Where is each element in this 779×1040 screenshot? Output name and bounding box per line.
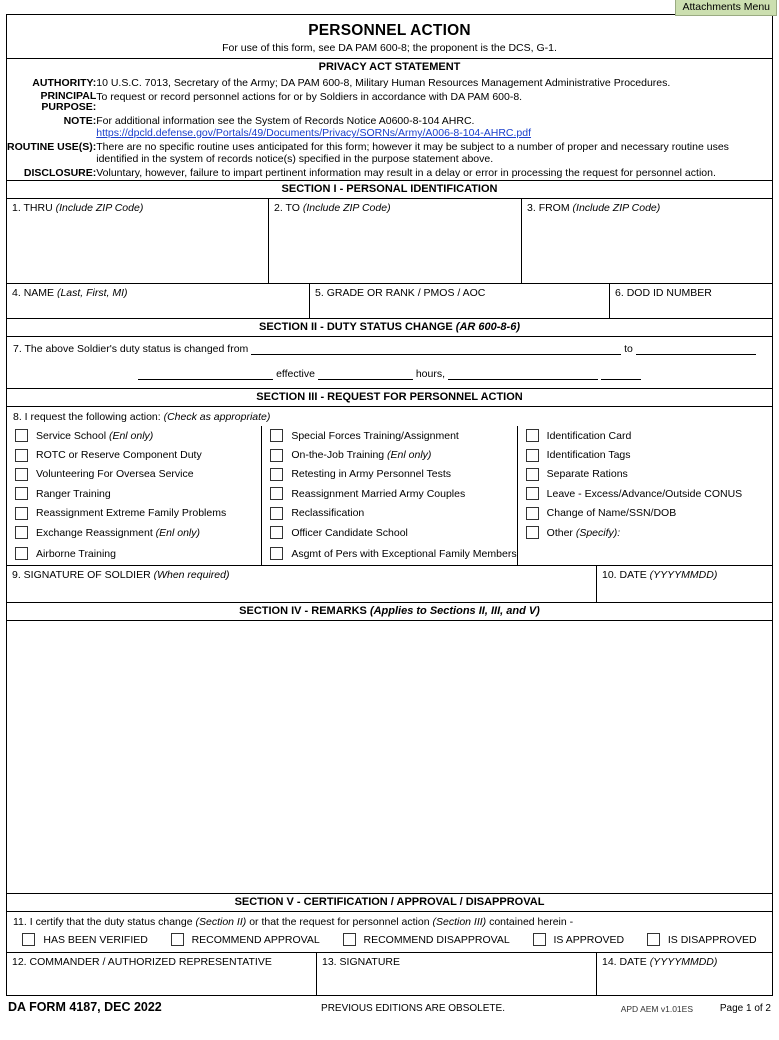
privacy-row-disclosure xyxy=(7,166,772,180)
checkbox-row-has-been-verified[interactable] xyxy=(22,933,147,946)
other-specify-field[interactable] xyxy=(518,542,772,565)
field-approver-date[interactable] xyxy=(597,953,772,995)
section-3-instruction-hint: (Check as appropriate) xyxy=(163,411,271,423)
field-dod-num: 6. xyxy=(615,287,624,299)
duty-status-hours-label: hours, xyxy=(415,368,446,380)
soldier-date-hint: (YYYYMMDD) xyxy=(649,569,718,582)
exchange-label: Exchange Reassignment xyxy=(36,526,156,539)
field-name-label: NAME xyxy=(23,287,55,299)
section-1-bar: SECTION I - PERSONAL IDENTIFICATION xyxy=(7,180,772,199)
field-to-hint: (Include ZIP Code) xyxy=(302,202,391,214)
privacy-text-authority: 10 U.S.C. 7013, Secretary of the Army; DA PAM 600-8, Military Human Resources Management Administrative Procedures. xyxy=(96,77,671,89)
checkbox-row-extreme-family[interactable] xyxy=(7,504,261,523)
attachments-toolbar xyxy=(0,0,779,14)
exchange-checkbox[interactable] xyxy=(15,526,28,539)
soldier-date-label: 10. DATE xyxy=(602,569,650,582)
soldier-signature-label: 9. SIGNATURE OF SOLDIER xyxy=(12,569,154,582)
is-disapproved-label: IS DISAPPROVED xyxy=(667,933,757,946)
exchange-hint: (Enl only) xyxy=(155,526,201,539)
checkbox-row-is-disapproved[interactable] xyxy=(647,933,757,946)
duty-status-to-input[interactable] xyxy=(636,344,756,355)
is-disapproved-checkbox[interactable] xyxy=(647,933,660,946)
airborne-label: Airborne Training xyxy=(36,547,116,560)
da-form-4187 xyxy=(6,14,773,996)
extreme-family-checkbox[interactable] xyxy=(15,507,28,520)
privacy-label-authority: AUTHORITY: xyxy=(32,77,97,89)
remarks-textarea[interactable] xyxy=(7,621,772,893)
field-approver-signature[interactable] xyxy=(317,953,597,995)
checkbox-row-leave[interactable] xyxy=(518,484,772,503)
other-label: Other xyxy=(546,526,576,539)
sorn-link[interactable]: https://dpcld.defense.gov/Portals/49/Documents/Privacy/SORNs/Army/A006-8-104-AHRC.pdf xyxy=(96,127,532,139)
section-4-bar-hint: (Applies to Sections II, III, and V) xyxy=(369,605,540,618)
section-1-row-2 xyxy=(7,283,772,318)
field-name-num: 4. xyxy=(12,287,21,299)
efmp-label: Asgmt of Pers with Exceptional Family Members xyxy=(291,547,517,560)
checkbox-row-married-couples[interactable] xyxy=(262,484,516,503)
separate-rations-checkbox[interactable] xyxy=(526,468,539,481)
checkbox-row-efmp[interactable] xyxy=(262,542,516,565)
service-school-label: Service School xyxy=(36,429,109,442)
retesting-checkbox[interactable] xyxy=(270,468,283,481)
field-soldier-date[interactable] xyxy=(597,566,772,602)
page-subtitle: For use of this form, see DA PAM 600-8; the proponent is the DCS, G-1. xyxy=(222,42,557,54)
reclassification-checkbox[interactable] xyxy=(270,507,283,520)
other-checkbox[interactable] xyxy=(526,526,539,539)
ojt-checkbox[interactable] xyxy=(270,449,283,462)
privacy-text-purpose: To request or record personnel actions for or by Soldiers in accordance with DA PAM 600-8. xyxy=(96,91,523,103)
cert-mid: or that the request for personnel action xyxy=(246,916,433,929)
field-to-num: 2. xyxy=(274,202,283,214)
checkbox-row-reclassification[interactable] xyxy=(262,504,516,523)
field-grade-label: GRADE OR RANK / PMOS / AOC xyxy=(326,287,486,299)
recommend-disapproval-checkbox[interactable] xyxy=(343,933,356,946)
section-2-bar-hint: (AR 600-8-6) xyxy=(455,321,520,333)
certification-options xyxy=(7,930,772,952)
approver-date-num: 14. xyxy=(602,956,617,969)
approver-signature-label: SIGNATURE xyxy=(339,956,401,969)
privacy-label-purpose: PRINCIPAL PURPOSE: xyxy=(40,90,97,113)
action-column-3 xyxy=(518,426,772,565)
id-card-label: Identification Card xyxy=(546,429,632,442)
commander-num: 12. xyxy=(12,956,27,969)
service-school-hint: (Enl only) xyxy=(108,429,154,442)
duty-status-hours-input[interactable] xyxy=(318,369,413,380)
privacy-text-disclosure: Voluntary, however, failure to impart pertinent information may result in a delay or error in processing the request for personnel action. xyxy=(96,167,716,179)
form-footer xyxy=(8,1000,771,1014)
ojt-hint: (Enl only) xyxy=(387,449,432,462)
duty-status-extra-input[interactable] xyxy=(601,369,641,380)
separate-rations-label: Separate Rations xyxy=(546,468,628,481)
ocs-checkbox[interactable] xyxy=(270,526,283,539)
cert-pre: 11. I certify that the duty status change xyxy=(13,916,196,929)
field-thru-hint: (Include ZIP Code) xyxy=(55,202,144,214)
special-forces-checkbox[interactable] xyxy=(270,429,283,442)
duty-status-effective-row xyxy=(13,368,766,380)
retesting-label: Retesting in Army Personnel Tests xyxy=(291,468,452,481)
checkbox-row-ojt[interactable] xyxy=(262,445,516,464)
section-3-instruction xyxy=(7,407,772,426)
previous-editions-note: PREVIOUS EDITIONS ARE OBSOLETE. xyxy=(321,1003,505,1015)
section-4-bar-text: SECTION IV - REMARKS xyxy=(239,605,370,618)
commander-label: COMMANDER / AUTHORIZED REPRESENTATIVE xyxy=(29,956,272,969)
soldier-signature-row xyxy=(7,565,772,602)
rotc-label: ROTC or Reserve Component Duty xyxy=(36,449,202,462)
id-card-checkbox[interactable] xyxy=(526,429,539,442)
section-5-bar: SECTION V - CERTIFICATION / APPROVAL / DISAPPROVAL xyxy=(7,893,772,912)
privacy-text-routine: There are no specific routine uses anticipated for this form; however it may be subject to a number of proper and necessary routine uses identified in the system of records notice(s) specified in the purpose statement above. xyxy=(96,141,729,165)
section-3-instruction-text: 8. I request the following action: xyxy=(13,411,161,423)
privacy-label-disclosure: DISCLOSURE: xyxy=(23,167,97,179)
privacy-act-heading: PRIVACY ACT STATEMENT xyxy=(318,61,461,73)
field-from[interactable] xyxy=(522,199,772,283)
field-from-hint: (Include ZIP Code) xyxy=(572,202,661,214)
leave-label: Leave - Excess/Advance/Outside CONUS xyxy=(546,487,743,500)
page-title: PERSONNEL ACTION xyxy=(308,22,471,39)
approver-date-label: DATE xyxy=(619,956,650,969)
form-identifier: DA FORM 4187, DEC 2022 xyxy=(8,1000,162,1015)
airborne-checkbox[interactable] xyxy=(15,547,28,560)
recommend-approval-checkbox[interactable] xyxy=(171,933,184,946)
service-school-checkbox[interactable] xyxy=(15,429,28,442)
approver-date-hint: (YYYYMMDD) xyxy=(649,956,718,969)
ocs-label: Officer Candidate School xyxy=(291,526,408,539)
section-3-bar: SECTION III - REQUEST FOR PERSONNEL ACTION xyxy=(7,388,772,407)
ojt-label: On-the-Job Training xyxy=(291,449,388,462)
ranger-label: Ranger Training xyxy=(36,487,111,500)
page-number: Page 1 of 2 xyxy=(719,1003,771,1015)
action-column-1 xyxy=(7,426,262,565)
field-thru-num: 1. xyxy=(12,202,21,214)
oversea-checkbox[interactable] xyxy=(15,468,28,481)
recommend-disapproval-label: RECOMMEND DISAPPROVAL xyxy=(363,933,510,946)
special-forces-label: Special Forces Training/Assignment xyxy=(291,429,459,442)
efmp-checkbox[interactable] xyxy=(270,547,283,560)
soldier-signature-hint: (When required) xyxy=(153,569,230,582)
checkbox-row-change-name[interactable] xyxy=(518,504,772,523)
other-hint: (Specify): xyxy=(575,526,621,539)
field-thru-label: THRU xyxy=(23,202,53,214)
leave-checkbox[interactable] xyxy=(526,487,539,500)
has-been-verified-label: HAS BEEN VERIFIED xyxy=(43,933,148,946)
section-1-row-1 xyxy=(7,199,772,283)
cert-ital-1: (Section II) xyxy=(195,916,247,929)
checkbox-row-id-card[interactable] xyxy=(518,426,772,445)
checkbox-row-special-forces[interactable] xyxy=(262,426,516,445)
field-dod-id[interactable] xyxy=(610,284,772,318)
duty-status-to-label: to xyxy=(624,343,633,355)
section-2-bar-text: SECTION II - DUTY STATUS CHANGE xyxy=(259,321,456,333)
privacy-row-note xyxy=(7,114,772,140)
field-from-label: FROM xyxy=(538,202,570,214)
cert-ital-2: (Section III) xyxy=(432,916,487,929)
field-dod-label: DOD ID NUMBER xyxy=(626,287,712,299)
approver-signature-num: 13. xyxy=(322,956,337,969)
checkbox-row-service-school[interactable] xyxy=(7,426,261,445)
action-checkbox-grid xyxy=(7,426,772,565)
married-couples-label: Reassignment Married Army Couples xyxy=(291,487,466,500)
checkbox-row-separate-rations[interactable] xyxy=(518,465,772,484)
extreme-family-label: Reassignment Extreme Family Problems xyxy=(36,507,227,520)
certification-statement xyxy=(7,912,772,930)
duty-status-from-input[interactable] xyxy=(251,344,621,355)
duty-status-prompt: 7. The above Soldier's duty status is changed from xyxy=(13,343,249,355)
duty-status-effective-date-input[interactable] xyxy=(138,369,273,380)
checkbox-row-other[interactable] xyxy=(518,523,772,542)
is-approved-label: IS APPROVED xyxy=(553,933,625,946)
cert-post: contained herein - xyxy=(486,916,574,929)
checkbox-row-exchange[interactable] xyxy=(7,523,261,542)
field-grade-num: 5. xyxy=(315,287,324,299)
duty-status-effective-label: effective xyxy=(276,368,315,380)
checkbox-row-recommend-disapproval[interactable] xyxy=(343,933,510,946)
checkbox-row-id-tags[interactable] xyxy=(518,445,772,464)
reclassification-label: Reclassification xyxy=(291,507,365,520)
id-tags-label: Identification Tags xyxy=(546,449,631,462)
change-name-label: Change of Name/SSN/DOB xyxy=(546,507,677,520)
oversea-label: Volunteering For Oversea Service xyxy=(36,468,194,481)
section-2-bar xyxy=(7,318,772,337)
duty-status-change xyxy=(7,337,772,388)
privacy-text-note: For additional information see the System of Records Notice A0600-8-104 AHRC. xyxy=(96,115,475,127)
duty-status-date-input[interactable] xyxy=(448,369,598,380)
married-couples-checkbox[interactable] xyxy=(270,487,283,500)
checkbox-row-retesting[interactable] xyxy=(262,465,516,484)
checkbox-row-oversea[interactable] xyxy=(7,465,261,484)
field-commander[interactable] xyxy=(7,953,317,995)
privacy-row-authority xyxy=(7,76,772,90)
privacy-row-purpose xyxy=(7,90,772,114)
recommend-approval-label: RECOMMEND APPROVAL xyxy=(191,933,320,946)
privacy-label-routine: ROUTINE USE(S): xyxy=(7,141,97,153)
checkbox-row-airborne[interactable] xyxy=(7,542,261,565)
attachments-menu-button[interactable]: Attachments Menu xyxy=(675,0,777,16)
field-grade-rank[interactable] xyxy=(310,284,610,318)
checkbox-row-is-approved[interactable] xyxy=(533,933,625,946)
checkbox-row-ranger[interactable] xyxy=(7,484,261,503)
is-approved-checkbox[interactable] xyxy=(533,933,546,946)
id-tags-checkbox[interactable] xyxy=(526,449,539,462)
change-name-checkbox[interactable] xyxy=(526,507,539,520)
rotc-checkbox[interactable] xyxy=(15,449,28,462)
checkbox-row-recommend-approval[interactable] xyxy=(171,933,320,946)
field-name[interactable] xyxy=(7,284,310,318)
field-to[interactable] xyxy=(269,199,522,283)
field-soldier-signature[interactable] xyxy=(7,566,597,602)
field-name-hint: (Last, First, MI) xyxy=(56,287,128,299)
privacy-label-note: NOTE: xyxy=(63,115,97,127)
privacy-row-routine xyxy=(7,140,772,166)
field-thru[interactable] xyxy=(7,199,269,283)
ranger-checkbox[interactable] xyxy=(15,487,28,500)
checkbox-row-rotc[interactable] xyxy=(7,445,261,464)
approval-bottom-row xyxy=(7,952,772,995)
field-from-num: 3. xyxy=(527,202,536,214)
checkbox-row-ocs[interactable] xyxy=(262,523,516,542)
section-4-bar xyxy=(7,602,772,621)
apd-version: APD AEM v1.01ES xyxy=(620,1004,693,1015)
privacy-act-table xyxy=(7,76,772,180)
field-to-label: TO xyxy=(285,202,300,214)
has-been-verified-checkbox[interactable] xyxy=(22,933,35,946)
action-column-2 xyxy=(262,426,517,565)
